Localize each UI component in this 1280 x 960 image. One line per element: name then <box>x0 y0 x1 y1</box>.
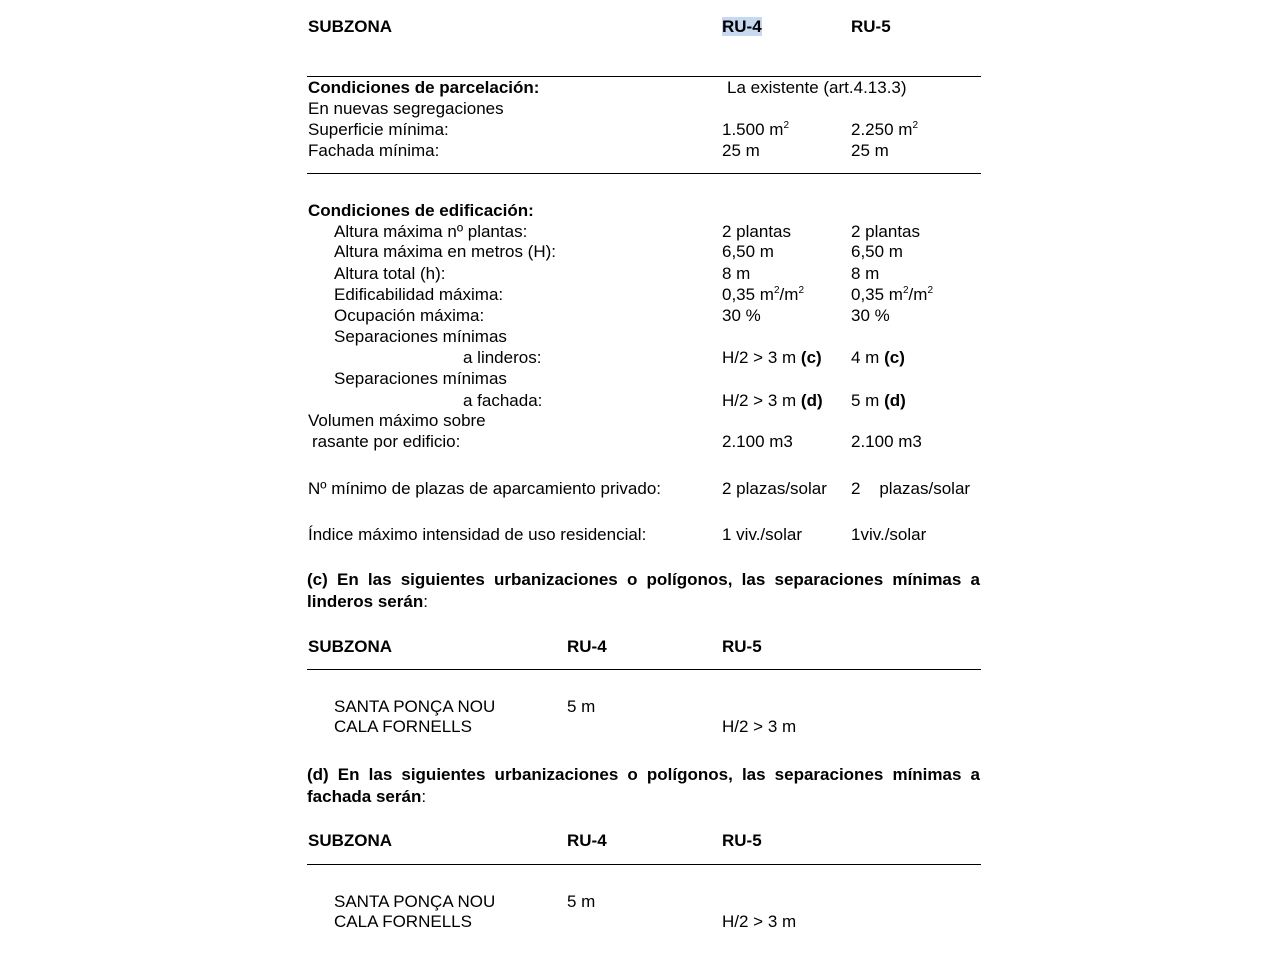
header-ru4 <box>722 17 762 37</box>
note-d-text <box>307 764 980 808</box>
volumen-ru5: 2.100 m3 <box>851 432 922 451</box>
volumen-ru4: 2.100 m3 <box>722 432 793 451</box>
edificacion-title: Condiciones de edificación: <box>308 201 534 220</box>
sep-fachada-ru5-value: 5 m <box>851 391 880 410</box>
note-d-colon: : <box>421 787 427 806</box>
note-ref-d: (d) <box>800 391 823 410</box>
altura-metros-ru5: 6,50 m <box>851 242 903 261</box>
note-c-row2-name: CALA FORNELLS <box>334 717 472 736</box>
note-c-row1-ru4: 5 m <box>567 697 596 716</box>
note-d-ru5: RU-5 <box>722 831 762 850</box>
superscript-2: 2 <box>798 285 804 296</box>
note-ref-c: (c) <box>884 348 905 367</box>
sep-linderos-label-1: Separaciones mínimas <box>334 327 507 346</box>
aparcamiento-ru5: 2 plazas/solar <box>851 479 971 498</box>
divider <box>307 76 981 77</box>
note-d-bold: (d) En las siguientes urbanizaciones o polígonos, las separaciones mínimas a fachada serán <box>307 765 980 806</box>
sep-fachada-label-2: a fachada: <box>463 391 543 410</box>
note-d-row2-ru5: H/2 > 3 m <box>722 912 797 931</box>
header-subzona: SUBZONA <box>308 17 393 36</box>
edificabilidad-ru4-b: /m <box>779 285 799 304</box>
sep-linderos-label-2: a linderos: <box>463 348 542 367</box>
sep-fachada-ru4 <box>722 391 823 411</box>
header-ru5: RU-5 <box>851 17 891 36</box>
volumen-label-1: Volumen máximo sobre <box>308 411 486 430</box>
note-d-ru4: RU-4 <box>567 831 607 850</box>
note-c-text <box>307 569 980 613</box>
note-c-ru5: RU-5 <box>722 637 762 656</box>
superscript-2: 2 <box>927 285 933 296</box>
superficie-ru4-value: 1.500 m <box>722 120 784 139</box>
superscript-2: 2 <box>783 120 789 131</box>
sep-fachada-ru4-value: H/2 > 3 m <box>722 391 797 410</box>
note-c-row1-name: SANTA PONÇA NOU <box>334 697 496 716</box>
note-ref-c: (c) <box>800 348 822 367</box>
edificabilidad-ru4-a: 0,35 m <box>722 285 774 304</box>
ocupacion-ru5: 30 % <box>851 306 890 325</box>
note-d-row1-name: SANTA PONÇA NOU <box>334 892 496 911</box>
parcelacion-existing: La existente (art.4.13.3) <box>727 78 907 97</box>
note-d-row2-name: CALA FORNELLS <box>334 912 472 931</box>
sep-linderos-ru5 <box>851 348 905 368</box>
altura-plantas-label: Altura máxima nº plantas: <box>334 222 528 241</box>
ocupacion-ru4: 30 % <box>722 306 761 325</box>
fachada-ru4: 25 m <box>722 141 760 160</box>
altura-total-ru4: 8 m <box>722 264 751 283</box>
altura-total-label: Altura total (h): <box>334 264 446 283</box>
indice-ru5: 1viv./solar <box>851 525 927 544</box>
superficie-ru5-value: 2.250 m <box>851 120 913 139</box>
altura-metros-label: Altura máxima en metros (H): <box>334 242 556 261</box>
volumen-label-2: rasante por edificio: <box>312 432 461 451</box>
note-ref-d: (d) <box>884 391 906 410</box>
sep-linderos-ru4-value: H/2 > 3 m <box>722 348 797 367</box>
edificabilidad-ru4 <box>722 285 804 305</box>
superficie-label: Superficie mínima: <box>308 120 449 139</box>
note-d-row1-ru4: 5 m <box>567 892 596 911</box>
nuevas-segregaciones: En nuevas segregaciones <box>308 99 504 118</box>
altura-total-ru5: 8 m <box>851 264 880 283</box>
note-c-row2-ru5: H/2 > 3 m <box>722 717 797 736</box>
note-c-subzona: SUBZONA <box>308 637 393 656</box>
superficie-ru4 <box>722 120 789 140</box>
fachada-label: Fachada mínima: <box>308 141 440 160</box>
divider <box>307 173 981 174</box>
indice-ru4: 1 viv./solar <box>722 525 802 544</box>
ocupacion-label: Ocupación máxima: <box>334 306 485 325</box>
superscript-2: 2 <box>902 285 909 296</box>
superscript-2: 2 <box>773 285 780 296</box>
sep-fachada-ru5 <box>851 391 906 411</box>
header-ru4-label: RU-4 <box>722 17 762 36</box>
sep-fachada-label-1: Separaciones mínimas <box>334 369 507 388</box>
note-c-ru4: RU-4 <box>567 637 607 656</box>
divider <box>307 669 981 670</box>
indice-label: Índice máximo intensidad de uso residencial: <box>308 525 647 544</box>
aparcamiento-ru4: 2 plazas/solar <box>722 479 827 498</box>
note-c-bold: (c) En las siguientes urbanizaciones o polígonos, las separaciones mínimas a linderos serán <box>307 570 980 611</box>
edificabilidad-ru5-a: 0,35 m <box>851 285 903 304</box>
parcelacion-title: Condiciones de parcelación: <box>308 78 540 97</box>
aparcamiento-label: Nº mínimo de plazas de aparcamiento privado: <box>308 479 661 498</box>
superficie-ru5 <box>851 120 918 140</box>
altura-plantas-ru5: 2 plantas <box>851 222 920 241</box>
note-c-colon: : <box>423 592 428 611</box>
fachada-ru5: 25 m <box>851 141 889 160</box>
altura-metros-ru4: 6,50 m <box>722 242 774 261</box>
edificabilidad-ru5 <box>851 285 933 305</box>
note-d-subzona: SUBZONA <box>308 831 393 850</box>
divider <box>307 864 981 865</box>
sep-linderos-ru5-value: 4 m <box>851 348 880 367</box>
altura-plantas-ru4: 2 plantas <box>722 222 791 241</box>
edificabilidad-label: Edificabilidad máxima: <box>334 285 504 304</box>
superscript-2: 2 <box>912 120 918 131</box>
edificabilidad-ru5-b: /m <box>908 285 928 304</box>
sep-linderos-ru4 <box>722 348 822 368</box>
